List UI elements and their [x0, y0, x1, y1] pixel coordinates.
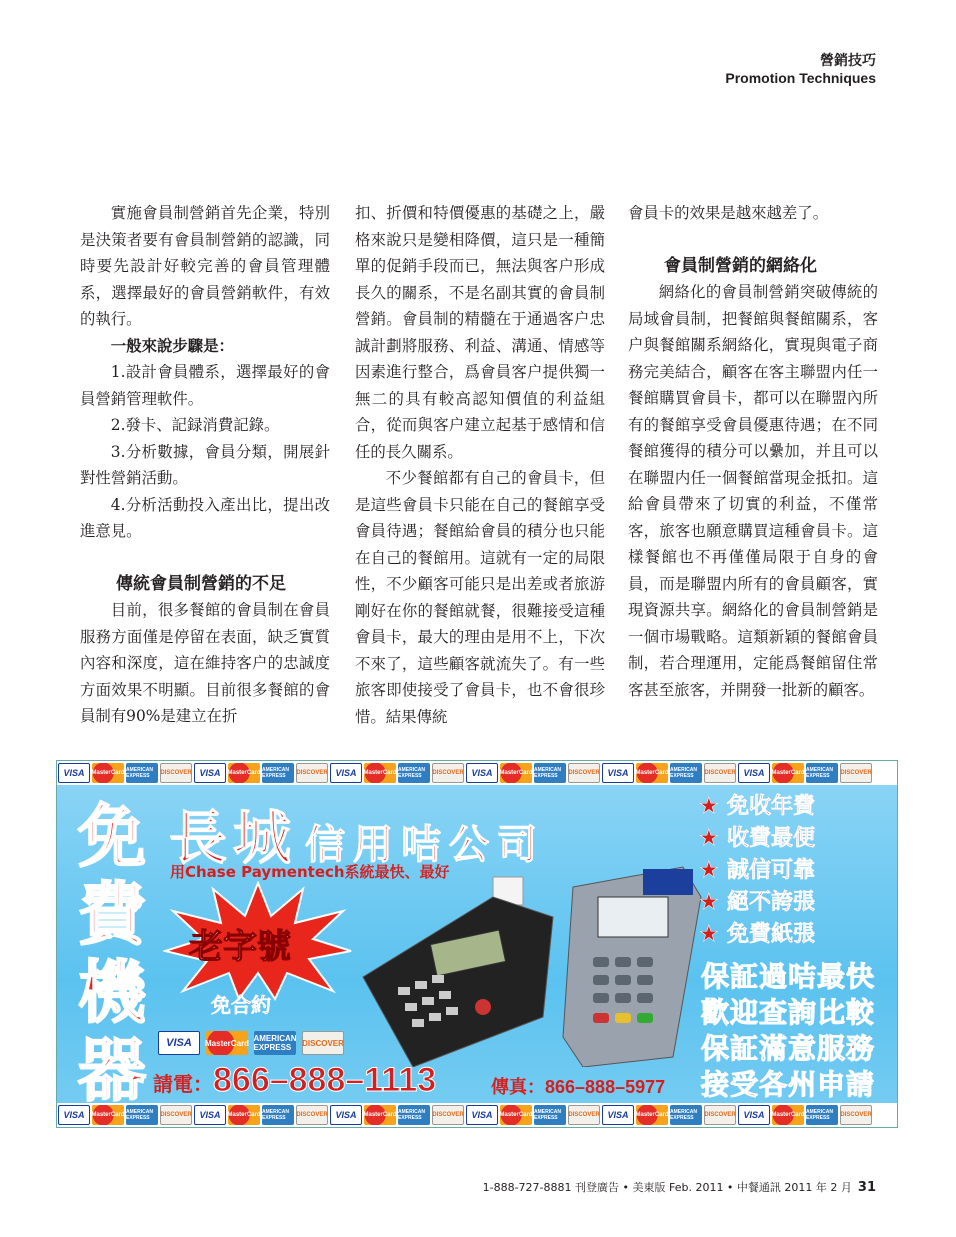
tagline: 用Chase Paymentech系統最快、最好 — [170, 863, 450, 881]
card-logo-strip-bottom — [57, 1103, 897, 1127]
feature-item: ★ 收費最便 — [699, 823, 815, 855]
step-item: 4.分析活動投入產出比，提出改進意見。 — [80, 495, 330, 540]
amex-logo-icon: AMERICAN EXPRESS — [534, 1105, 566, 1125]
company-name-big: 長城 — [169, 804, 298, 872]
feature-item: ★ 免費紙張 — [699, 919, 815, 951]
guarantee-list — [701, 959, 875, 1103]
step-item: 2.發卡、記録消費記錄。 — [110, 416, 280, 434]
phone-label: 請電： — [153, 1072, 213, 1096]
footer-text: 1-888-727-8881 刊登廣告 • 美東版 Feb. 2011 • 中餐通訊 2011 年 2 月 — [482, 1181, 852, 1194]
amex-logo-icon: AMERICAN EXPRESS — [398, 1105, 430, 1125]
mastercard-logo-icon: MasterCard — [92, 763, 124, 783]
discover-logo-icon: DISCOVER — [296, 763, 328, 783]
visa-logo-icon: VISA — [602, 763, 634, 783]
visa-logo-icon: VISA — [466, 1105, 498, 1125]
free-machine-vertical-text — [67, 799, 157, 1111]
mastercard-logo-icon: MasterCard — [364, 763, 396, 783]
feature-list — [699, 791, 815, 951]
visa-logo-icon: VISA — [58, 1105, 90, 1125]
feature-item: ★ 免收年費 — [699, 791, 815, 823]
fax-line — [491, 1073, 665, 1099]
mastercard-logo-icon: MasterCard — [228, 763, 260, 783]
step-item: 1.設計會員體系，選擇最好的會員營銷管理軟件。 — [80, 363, 330, 408]
no-contract-text: 免合約 — [211, 993, 271, 1017]
star-icon: ★ — [699, 922, 719, 947]
discover-logo-icon: DISCOVER — [568, 1105, 600, 1125]
amex-logo-icon: AMERICAN EXPRESS — [254, 1031, 296, 1055]
visa-logo-icon: VISA — [466, 763, 498, 783]
article-column-3 — [628, 200, 878, 703]
amex-logo-icon: AMERICAN EXPRESS — [262, 763, 294, 783]
amex-logo-icon: AMERICAN EXPRESS — [670, 763, 702, 783]
fax-number: 866–888–5977 — [545, 1077, 666, 1097]
steps-heading: 一般來說步驟是： — [110, 336, 234, 355]
discover-logo-icon: DISCOVER — [432, 763, 464, 783]
subheading: 傳統會員制營銷的不足 — [116, 573, 286, 594]
discover-logo-icon: DISCOVER — [160, 763, 192, 783]
feature-item: ★ 絕不誇張 — [699, 887, 815, 919]
step-item: 3.分析數據，會員分類，開展針對性營銷活動。 — [80, 442, 330, 487]
paragraph: 不少餐館都有自己的會員卡，但是這些會員卡只能在自己的餐館享受會員待遇；餐館給會員的積分也只能在自己的餐館用。這就有一定的局限性，不少顧客可能只是出差或者旅游剛好在你的餐館就餐，很難接受這種會員卡，最大的理由是用不上，下次不來了，這些顧客就流失了。有一些旅客即使接受了會員卡，也不會很珍惜。結果傳統 — [355, 469, 605, 726]
star-icon: ★ — [699, 858, 719, 883]
visa-logo-icon: VISA — [330, 1105, 362, 1125]
company-name-small: 信用咭公司 — [305, 822, 546, 868]
guarantee-item: 保証過咭最快 — [701, 960, 876, 993]
vertical-char: 費 — [77, 876, 146, 955]
discover-logo-icon: DISCOVER — [568, 763, 600, 783]
visa-logo-icon: VISA — [738, 1105, 770, 1125]
fax-label: 傳真： — [491, 1077, 545, 1097]
guarantee-item: 保証滿意服務 — [701, 1032, 876, 1065]
mastercard-logo-icon: MasterCard — [500, 1105, 532, 1125]
visa-logo-icon: VISA — [602, 1105, 634, 1125]
visa-logo-icon: VISA — [194, 763, 226, 783]
mastercard-logo-icon: MasterCard — [500, 763, 532, 783]
discover-logo-icon: DISCOVER — [160, 1105, 192, 1125]
mastercard-logo-icon: MasterCard — [206, 1031, 248, 1055]
phone-number: 866–888–1113 — [213, 1061, 437, 1099]
page-footer — [483, 1179, 876, 1195]
discover-logo-icon: DISCOVER — [840, 763, 872, 783]
feature-item: ★ 誠信可靠 — [699, 855, 815, 887]
visa-logo-icon: VISA — [194, 1105, 226, 1125]
paragraph: 會員卡的效果是越來越差了。 — [628, 204, 829, 222]
star-icon: ★ — [699, 890, 719, 915]
mastercard-logo-icon: MasterCard — [636, 1105, 668, 1125]
card-logo-strip-top — [57, 761, 897, 785]
mastercard-logo-icon: MasterCard — [772, 1105, 804, 1125]
paragraph: 實施會員制營銷首先企業，特別是決策者要有會員制營銷的認識，同時要先設計好較完善的會員管理體系，選擇最好的會員營銷軟件，有效的執行。 — [80, 204, 330, 328]
discover-logo-icon: DISCOVER — [432, 1105, 464, 1125]
article-column-2 — [355, 200, 605, 730]
amex-logo-icon: AMERICAN EXPRESS — [806, 1105, 838, 1125]
amex-logo-icon: AMERICAN EXPRESS — [670, 1105, 702, 1125]
mastercard-logo-icon: MasterCard — [636, 763, 668, 783]
amex-logo-icon: AMERICAN EXPRESS — [262, 1105, 294, 1125]
discover-logo-icon: DISCOVER — [704, 1105, 736, 1125]
mastercard-logo-icon: MasterCard — [364, 1105, 396, 1125]
vertical-char: 機 — [77, 954, 146, 1033]
discover-logo-icon: DISCOVER — [840, 1105, 872, 1125]
mastercard-logo-icon: MasterCard — [92, 1105, 124, 1125]
paragraph: 扣、折價和特價優惠的基礎之上，嚴格來說只是變相降價，這只是一種簡單的促銷手段而已，無法與客户形成長久的關系，不是名副其實的會員制營銷。會員制的精髓在于通過客户忠誠計劃將服務、利益、溝通、情感等因素進行整合，爲會員客户提供獨一無二的具有較高認知價值的利益組合，從而與客户建立起基于感情和信任的長久關系。 — [355, 204, 605, 461]
section-title-en: Promotion Techniques — [725, 70, 876, 86]
article-column-1 — [80, 200, 330, 730]
subheading: 會員制營銷的網絡化 — [664, 255, 817, 276]
discover-logo-icon: DISCOVER — [704, 763, 736, 783]
amex-logo-icon: AMERICAN EXPRESS — [398, 763, 430, 783]
amex-logo-icon: AMERICAN EXPRESS — [806, 763, 838, 783]
mastercard-logo-icon: MasterCard — [228, 1105, 260, 1125]
guarantee-item: 接受各州申請 — [701, 1068, 876, 1101]
visa-logo-icon: VISA — [58, 763, 90, 783]
advertisement — [56, 760, 898, 1128]
accepted-cards-row — [157, 1029, 345, 1057]
vertical-char: 免 — [77, 798, 146, 877]
star-icon: ★ — [699, 826, 719, 851]
visa-logo-icon: VISA — [158, 1031, 200, 1055]
guarantee-item: 歡迎查詢比較 — [701, 996, 876, 1029]
credit-card-terminal-icon — [343, 857, 703, 1067]
mastercard-logo-icon: MasterCard — [772, 763, 804, 783]
vertical-char: 器 — [77, 1032, 146, 1111]
star-icon: ★ — [699, 794, 719, 819]
section-title-cn: 營銷技巧 — [820, 53, 876, 69]
page-number: 31 — [857, 1180, 876, 1195]
paragraph: 網絡化的會員制營銷突破傳統的局域會員制，把餐館與餐館關系，客户與餐館關系網絡化，實現與電子商務完美結合，顧客在客主聯盟内任一餐館購買會員卡，都可以在聯盟內所有的餐館享受會員優惠待遇；在不同餐館獲得的積分可以纍加，并且可以在聯盟内任一個餐館當現金抵扣。這給會員帶來了切實的利益，不僅常客，旅客也願意購買這種會員卡。這樣餐館也不再僅僅局限于自身的會員，而是聯盟内所有的會員顧客，實現資源共享。網絡化的會員制營銷是一個市場戰略。這類新穎的餐館會員制，若合理運用，定能爲餐館留住常客甚至旅客，并開發一批新的顧客。 — [628, 283, 878, 699]
visa-logo-icon: VISA — [738, 763, 770, 783]
amex-logo-icon: AMERICAN EXPRESS — [126, 1105, 158, 1125]
discover-logo-icon: DISCOVER — [296, 1105, 328, 1125]
amex-logo-icon: AMERICAN EXPRESS — [534, 763, 566, 783]
visa-logo-icon: VISA — [330, 763, 362, 783]
discover-logo-icon: DISCOVER — [302, 1031, 344, 1055]
laozihao-text: 老字號 — [189, 927, 291, 967]
paragraph: 目前，很多餐館的會員制在會員服務方面僅是停留在表面，缺乏實質內容和深度，這在維持客户的忠誠度方面效果不明顯。目前很多餐館的會員制有90%是建立在折 — [80, 601, 330, 725]
amex-logo-icon: AMERICAN EXPRESS — [126, 763, 158, 783]
